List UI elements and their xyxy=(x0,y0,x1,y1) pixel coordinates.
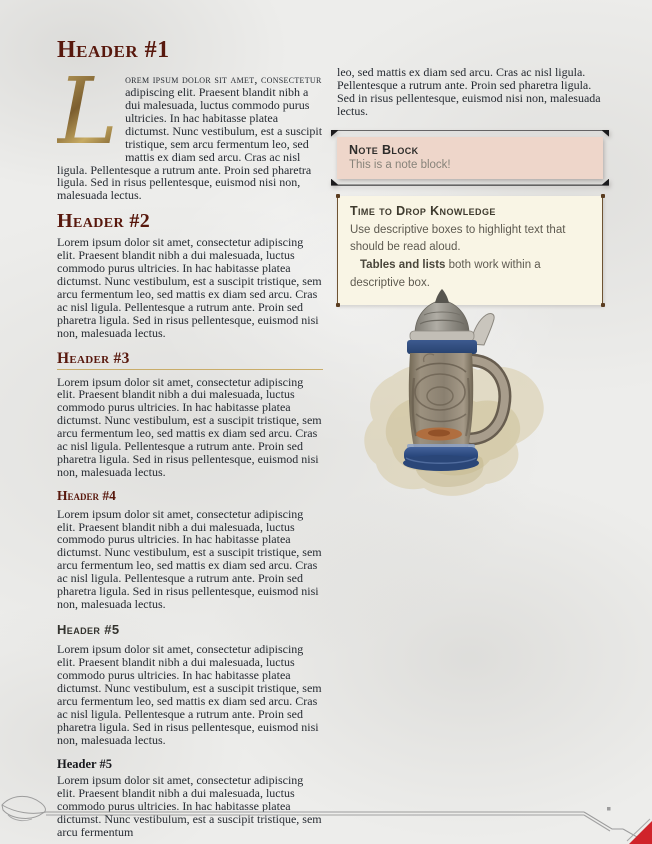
note-block-body xyxy=(337,137,603,179)
header-4: Header #4 xyxy=(57,487,116,503)
drop-cap-letter: L xyxy=(57,73,125,151)
header-3: Header #3 xyxy=(57,350,323,370)
stein-finial xyxy=(435,289,449,303)
beer-stein-illustration xyxy=(358,286,550,502)
body-paragraph: Lorem ipsum dolor sit amet, consectetur adipiscing elit. Praesent blandit nibh a dui malesuada, luctus commodo purus ultricies. In hac habitasse platea dictumst. Nunc vestibulum, est a suscipit tristique, sem arcu fermentum leo, sed mattis ex diam sed arcu. Cras ac nisl ligula. Pellentesque a rutrum ante. Proin sed pharetra ligula. Sed in risus pellentesque, euismod nisi non, malesuada lectus. xyxy=(57,374,322,479)
footer-ornament xyxy=(0,784,652,844)
footer-step-bottom xyxy=(584,815,610,831)
note-block-title: Note Block xyxy=(349,142,419,157)
stein-orange-accent-inner xyxy=(428,430,450,437)
stein-rim xyxy=(410,331,474,341)
header-5: Header #5 xyxy=(57,621,120,637)
beer-stein-svg xyxy=(358,286,550,502)
first-paragraph-text: adipiscing elit. Praesent blandit nibh a dui malesuada, luctus commodo purus ultricies. In hac habitasse platea dictumst. Nunc vestibulum, est a suscipit tristique, sem arcu fermentum leo, sed mattis ex diam sed arcu. Cras ac nisl ligula. Pellentesque a rutrum ante. Proin sed pharetra ligula. Sed in risus pellentesque, euismod nisi non, malesuada lectus. xyxy=(57,85,323,203)
corner-red-triangle xyxy=(629,821,652,844)
stein-lid xyxy=(415,300,469,332)
header-2: Header #2 xyxy=(57,210,151,233)
right-column xyxy=(337,66,603,305)
descriptive-box-title: Time to Drop Knowledge xyxy=(350,203,496,218)
header-5-sub: Header #5 xyxy=(57,757,112,772)
corner-dot-icon xyxy=(336,303,340,307)
stein-top-band xyxy=(407,340,477,354)
note-block-top-bar xyxy=(331,130,609,137)
header-1: Header #1 xyxy=(57,37,170,63)
body-paragraph: Lorem ipsum dolor sit amet, consectetur adipiscing elit. Praesent blandit nibh a dui malesuada, luctus commodo purus ultricies. In hac habitasse platea dictumst. Nunc vestibulum, est a suscipit tristique, sem arcu fermentum leo, sed mattis ex diam sed arcu. Cras ac nisl ligula. Pellentesque a rutrum ante. Proin sed pharetra ligula. Sed in risus pellentesque, euismod nisi non, malesuada lectus. xyxy=(57,235,322,340)
note-block xyxy=(337,130,603,186)
footer-dot-icon xyxy=(607,807,611,811)
continuation-paragraph: leo, sed mattis ex diam sed arcu. Cras ac nisl ligula. Pellentesque a rutrum ante. Proin sed pharetra ligula. Sed in risus pellentesque, euismod nisi non, malesuada lectus. xyxy=(337,65,601,118)
descriptive-box-text: both work within a descriptive box. xyxy=(350,259,541,290)
descriptive-box-bold-text: Tables and lists xyxy=(360,259,446,272)
corner-dot-icon xyxy=(601,303,605,307)
corner-dot-icon xyxy=(336,194,340,198)
body-paragraph: Lorem ipsum dolor sit amet, consectetur adipiscing elit. Praesent blandit nibh a dui malesuada, luctus commodo purus ultricies. In hac habitasse platea dictumst. Nunc vestibulum, est a suscipit tristique, sem arcu fermentum leo, sed mattis ex diam sed arcu. Cras ac nisl ligula. Pellentesque a rutrum ante. Proin sed pharetra ligula. Sed in risus pellentesque, euismod nisi non, malesuada lectus. xyxy=(57,642,322,747)
descriptive-box-paragraph: Use descriptive boxes to highlight text that should be read aloud. xyxy=(350,223,566,254)
left-column xyxy=(57,38,323,844)
footer-ornament-svg xyxy=(0,784,652,844)
first-paragraph xyxy=(57,58,323,203)
body-paragraph: Lorem ipsum dolor sit amet, consectetur adipiscing elit. Praesent blandit nibh a dui malesuada, luctus commodo purus ultricies. In hac habitasse platea dictumst. Nunc vestibulum, est a suscipit tristique, sem arcu fermentum leo, sed mattis ex diam sed arcu. Cras ac nisl ligula. Pellentesque a rutrum ante. Proin sed pharetra ligula. Sed in risus pellentesque, euismod nisi non, malesuada lectus. xyxy=(57,506,322,611)
note-block-text: This is a note block! xyxy=(349,158,451,171)
footer-leaf-vein xyxy=(2,805,46,813)
first-line-small-caps: orem ipsum dolor sit amet, consectetur xyxy=(125,72,322,87)
corner-dot-icon xyxy=(601,194,605,198)
body-paragraph-truncated: Lorem ipsum dolor sit amet, consectetur adipiscing elit. Praesent blandit nibh a dui malesuada, luctus commodo purus ultricies. In hac habitasse platea dictumst. Nunc vestibulum, est a suscipit tristique, sem arcu fermentum xyxy=(57,773,322,839)
note-block-bottom-bar xyxy=(331,179,609,186)
